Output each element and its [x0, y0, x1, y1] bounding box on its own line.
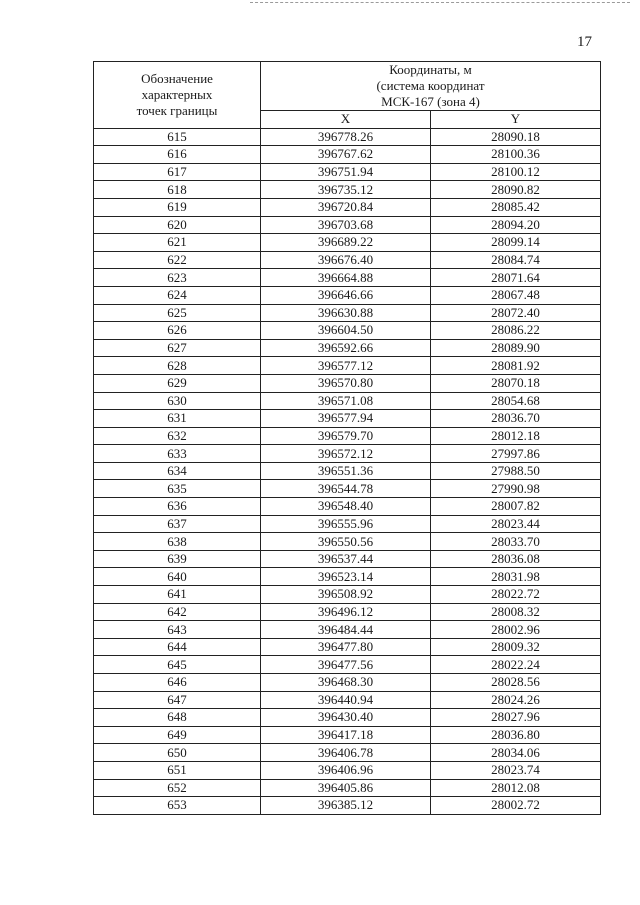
x-coordinate-cell: 396405.86	[261, 779, 431, 797]
y-coordinate-cell: 27990.98	[431, 480, 601, 498]
point-number-cell: 651	[94, 761, 261, 779]
coords-header-line: МСК-167 (зона 4)	[381, 94, 480, 109]
x-coordinate-cell: 396406.78	[261, 744, 431, 762]
point-number-cell: 622	[94, 251, 261, 269]
y-coordinate-cell: 27997.86	[431, 445, 601, 463]
point-number-cell: 634	[94, 462, 261, 480]
point-header-line: характерных	[141, 86, 213, 102]
y-coordinate-cell: 28090.18	[431, 128, 601, 146]
point-number-cell: 617	[94, 163, 261, 181]
x-coordinate-cell: 396484.44	[261, 621, 431, 639]
point-number-cell: 650	[94, 744, 261, 762]
table-row	[94, 779, 601, 797]
table-row	[94, 251, 601, 269]
table-row	[94, 638, 601, 656]
table-row	[94, 322, 601, 340]
y-coordinate-cell: 28094.20	[431, 216, 601, 234]
y-coordinate-cell: 28084.74	[431, 251, 601, 269]
x-coordinate-cell: 396720.84	[261, 198, 431, 216]
x-coordinate-cell: 396703.68	[261, 216, 431, 234]
y-coordinate-cell: 28036.08	[431, 550, 601, 568]
y-coordinate-cell: 28085.42	[431, 198, 601, 216]
point-column-header	[94, 62, 261, 129]
point-number-cell: 632	[94, 427, 261, 445]
x-coordinate-cell: 396579.70	[261, 427, 431, 445]
x-coordinate-cell: 396406.96	[261, 761, 431, 779]
y-coordinate-cell: 27988.50	[431, 462, 601, 480]
point-number-cell: 644	[94, 638, 261, 656]
point-number-cell: 624	[94, 286, 261, 304]
y-coordinate-cell: 28024.26	[431, 691, 601, 709]
table-row	[94, 621, 601, 639]
x-coordinate-cell: 396555.96	[261, 515, 431, 533]
y-coordinate-cell: 28002.96	[431, 621, 601, 639]
table-row	[94, 761, 601, 779]
x-coordinate-cell: 396385.12	[261, 797, 431, 815]
x-coordinate-cell: 396508.92	[261, 586, 431, 604]
point-number-cell: 615	[94, 128, 261, 146]
x-coordinate-cell: 396735.12	[261, 181, 431, 199]
table-row	[94, 568, 601, 586]
y-coordinate-cell: 28090.82	[431, 181, 601, 199]
y-coordinate-cell: 28031.98	[431, 568, 601, 586]
point-number-cell: 626	[94, 322, 261, 340]
point-number-cell: 653	[94, 797, 261, 815]
table-row	[94, 603, 601, 621]
point-number-cell: 631	[94, 410, 261, 428]
table-row	[94, 462, 601, 480]
point-number-cell: 630	[94, 392, 261, 410]
point-header-line: Обозначение	[141, 70, 213, 86]
y-coordinate-cell: 28054.68	[431, 392, 601, 410]
point-number-cell: 627	[94, 339, 261, 357]
table-row	[94, 198, 601, 216]
table-row	[94, 146, 601, 164]
point-number-cell: 628	[94, 357, 261, 375]
x-coordinate-cell: 396477.56	[261, 656, 431, 674]
y-coordinate-cell: 28008.32	[431, 603, 601, 621]
y-coordinate-cell: 28027.96	[431, 709, 601, 727]
table-row	[94, 163, 601, 181]
x-coordinate-cell: 396496.12	[261, 603, 431, 621]
table-row	[94, 533, 601, 551]
y-column-header: Y	[431, 111, 601, 129]
x-coordinate-cell: 396664.88	[261, 269, 431, 287]
point-number-cell: 633	[94, 445, 261, 463]
table-row	[94, 498, 601, 516]
x-coordinate-cell: 396417.18	[261, 726, 431, 744]
point-number-cell: 646	[94, 674, 261, 692]
table-row	[94, 480, 601, 498]
x-coordinate-cell: 396468.30	[261, 674, 431, 692]
point-number-cell: 625	[94, 304, 261, 322]
table-row	[94, 410, 601, 428]
y-coordinate-cell: 28022.24	[431, 656, 601, 674]
y-coordinate-cell: 28099.14	[431, 234, 601, 252]
x-coordinate-cell: 396430.40	[261, 709, 431, 727]
y-coordinate-cell: 28009.32	[431, 638, 601, 656]
y-coordinate-cell: 28100.36	[431, 146, 601, 164]
x-coordinate-cell: 396676.40	[261, 251, 431, 269]
y-coordinate-cell: 28023.44	[431, 515, 601, 533]
point-number-cell: 623	[94, 269, 261, 287]
point-header-line: точек границы	[136, 102, 218, 118]
page-number: 17	[577, 34, 592, 50]
table-row	[94, 427, 601, 445]
y-coordinate-cell: 28086.22	[431, 322, 601, 340]
y-coordinate-cell: 28100.12	[431, 163, 601, 181]
table-row	[94, 674, 601, 692]
x-coordinate-cell: 396570.80	[261, 374, 431, 392]
point-number-cell: 616	[94, 146, 261, 164]
coords-header-line: Координаты, м	[389, 62, 472, 77]
x-coordinate-cell: 396604.50	[261, 322, 431, 340]
x-coordinate-cell: 396548.40	[261, 498, 431, 516]
x-coordinate-cell: 396523.14	[261, 568, 431, 586]
table-row	[94, 286, 601, 304]
point-number-cell: 641	[94, 586, 261, 604]
table-row	[94, 744, 601, 762]
x-coordinate-cell: 396577.12	[261, 357, 431, 375]
y-coordinate-cell: 28067.48	[431, 286, 601, 304]
y-coordinate-cell: 28028.56	[431, 674, 601, 692]
coords-header-line: (система координат	[376, 78, 485, 93]
x-coordinate-cell: 396477.80	[261, 638, 431, 656]
point-number-cell: 649	[94, 726, 261, 744]
table-row	[94, 304, 601, 322]
table-row	[94, 445, 601, 463]
y-coordinate-cell: 28002.72	[431, 797, 601, 815]
y-coordinate-cell: 28034.06	[431, 744, 601, 762]
coordinates-column-header	[261, 62, 601, 111]
point-number-cell: 636	[94, 498, 261, 516]
y-coordinate-cell: 28036.70	[431, 410, 601, 428]
table-row	[94, 586, 601, 604]
x-coordinate-cell: 396630.88	[261, 304, 431, 322]
point-number-cell: 640	[94, 568, 261, 586]
table-row	[94, 269, 601, 287]
x-coordinate-cell: 396537.44	[261, 550, 431, 568]
x-coordinate-cell: 396751.94	[261, 163, 431, 181]
table-row	[94, 709, 601, 727]
coordinates-table	[93, 61, 601, 815]
table-row	[94, 339, 601, 357]
point-number-cell: 618	[94, 181, 261, 199]
table-row	[94, 656, 601, 674]
y-coordinate-cell: 28072.40	[431, 304, 601, 322]
point-number-cell: 642	[94, 603, 261, 621]
x-coordinate-cell: 396572.12	[261, 445, 431, 463]
x-coordinate-cell: 396592.66	[261, 339, 431, 357]
table-body	[94, 128, 601, 814]
x-coordinate-cell: 396571.08	[261, 392, 431, 410]
table-row	[94, 691, 601, 709]
table-row	[94, 515, 601, 533]
y-coordinate-cell: 28033.70	[431, 533, 601, 551]
table-row	[94, 550, 601, 568]
point-number-cell: 620	[94, 216, 261, 234]
y-coordinate-cell: 28081.92	[431, 357, 601, 375]
y-coordinate-cell: 28070.18	[431, 374, 601, 392]
y-coordinate-cell: 28007.82	[431, 498, 601, 516]
table-row	[94, 797, 601, 815]
table-row	[94, 357, 601, 375]
point-number-cell: 637	[94, 515, 261, 533]
x-coordinate-cell: 396577.94	[261, 410, 431, 428]
x-column-header: X	[261, 111, 431, 129]
point-number-cell: 629	[94, 374, 261, 392]
point-number-cell: 647	[94, 691, 261, 709]
point-number-cell: 652	[94, 779, 261, 797]
x-coordinate-cell: 396551.36	[261, 462, 431, 480]
point-number-cell: 645	[94, 656, 261, 674]
x-coordinate-cell: 396544.78	[261, 480, 431, 498]
point-number-cell: 638	[94, 533, 261, 551]
table-row	[94, 128, 601, 146]
y-coordinate-cell: 28022.72	[431, 586, 601, 604]
point-number-cell: 635	[94, 480, 261, 498]
y-coordinate-cell: 28036.80	[431, 726, 601, 744]
table-row	[94, 726, 601, 744]
y-coordinate-cell: 28071.64	[431, 269, 601, 287]
point-number-cell: 648	[94, 709, 261, 727]
point-number-cell: 621	[94, 234, 261, 252]
y-coordinate-cell: 28012.18	[431, 427, 601, 445]
table-row	[94, 374, 601, 392]
x-coordinate-cell: 396646.66	[261, 286, 431, 304]
header-row-1	[94, 62, 601, 111]
x-coordinate-cell: 396689.22	[261, 234, 431, 252]
y-coordinate-cell: 28023.74	[431, 761, 601, 779]
y-coordinate-cell: 28012.08	[431, 779, 601, 797]
point-number-cell: 643	[94, 621, 261, 639]
x-coordinate-cell: 396767.62	[261, 146, 431, 164]
point-number-cell: 619	[94, 198, 261, 216]
x-coordinate-cell: 396440.94	[261, 691, 431, 709]
table-row	[94, 181, 601, 199]
x-coordinate-cell: 396778.26	[261, 128, 431, 146]
point-number-cell: 639	[94, 550, 261, 568]
table-row	[94, 392, 601, 410]
table-row	[94, 216, 601, 234]
table-row	[94, 234, 601, 252]
top-rule	[250, 2, 630, 3]
table-header	[94, 62, 601, 129]
x-coordinate-cell: 396550.56	[261, 533, 431, 551]
y-coordinate-cell: 28089.90	[431, 339, 601, 357]
